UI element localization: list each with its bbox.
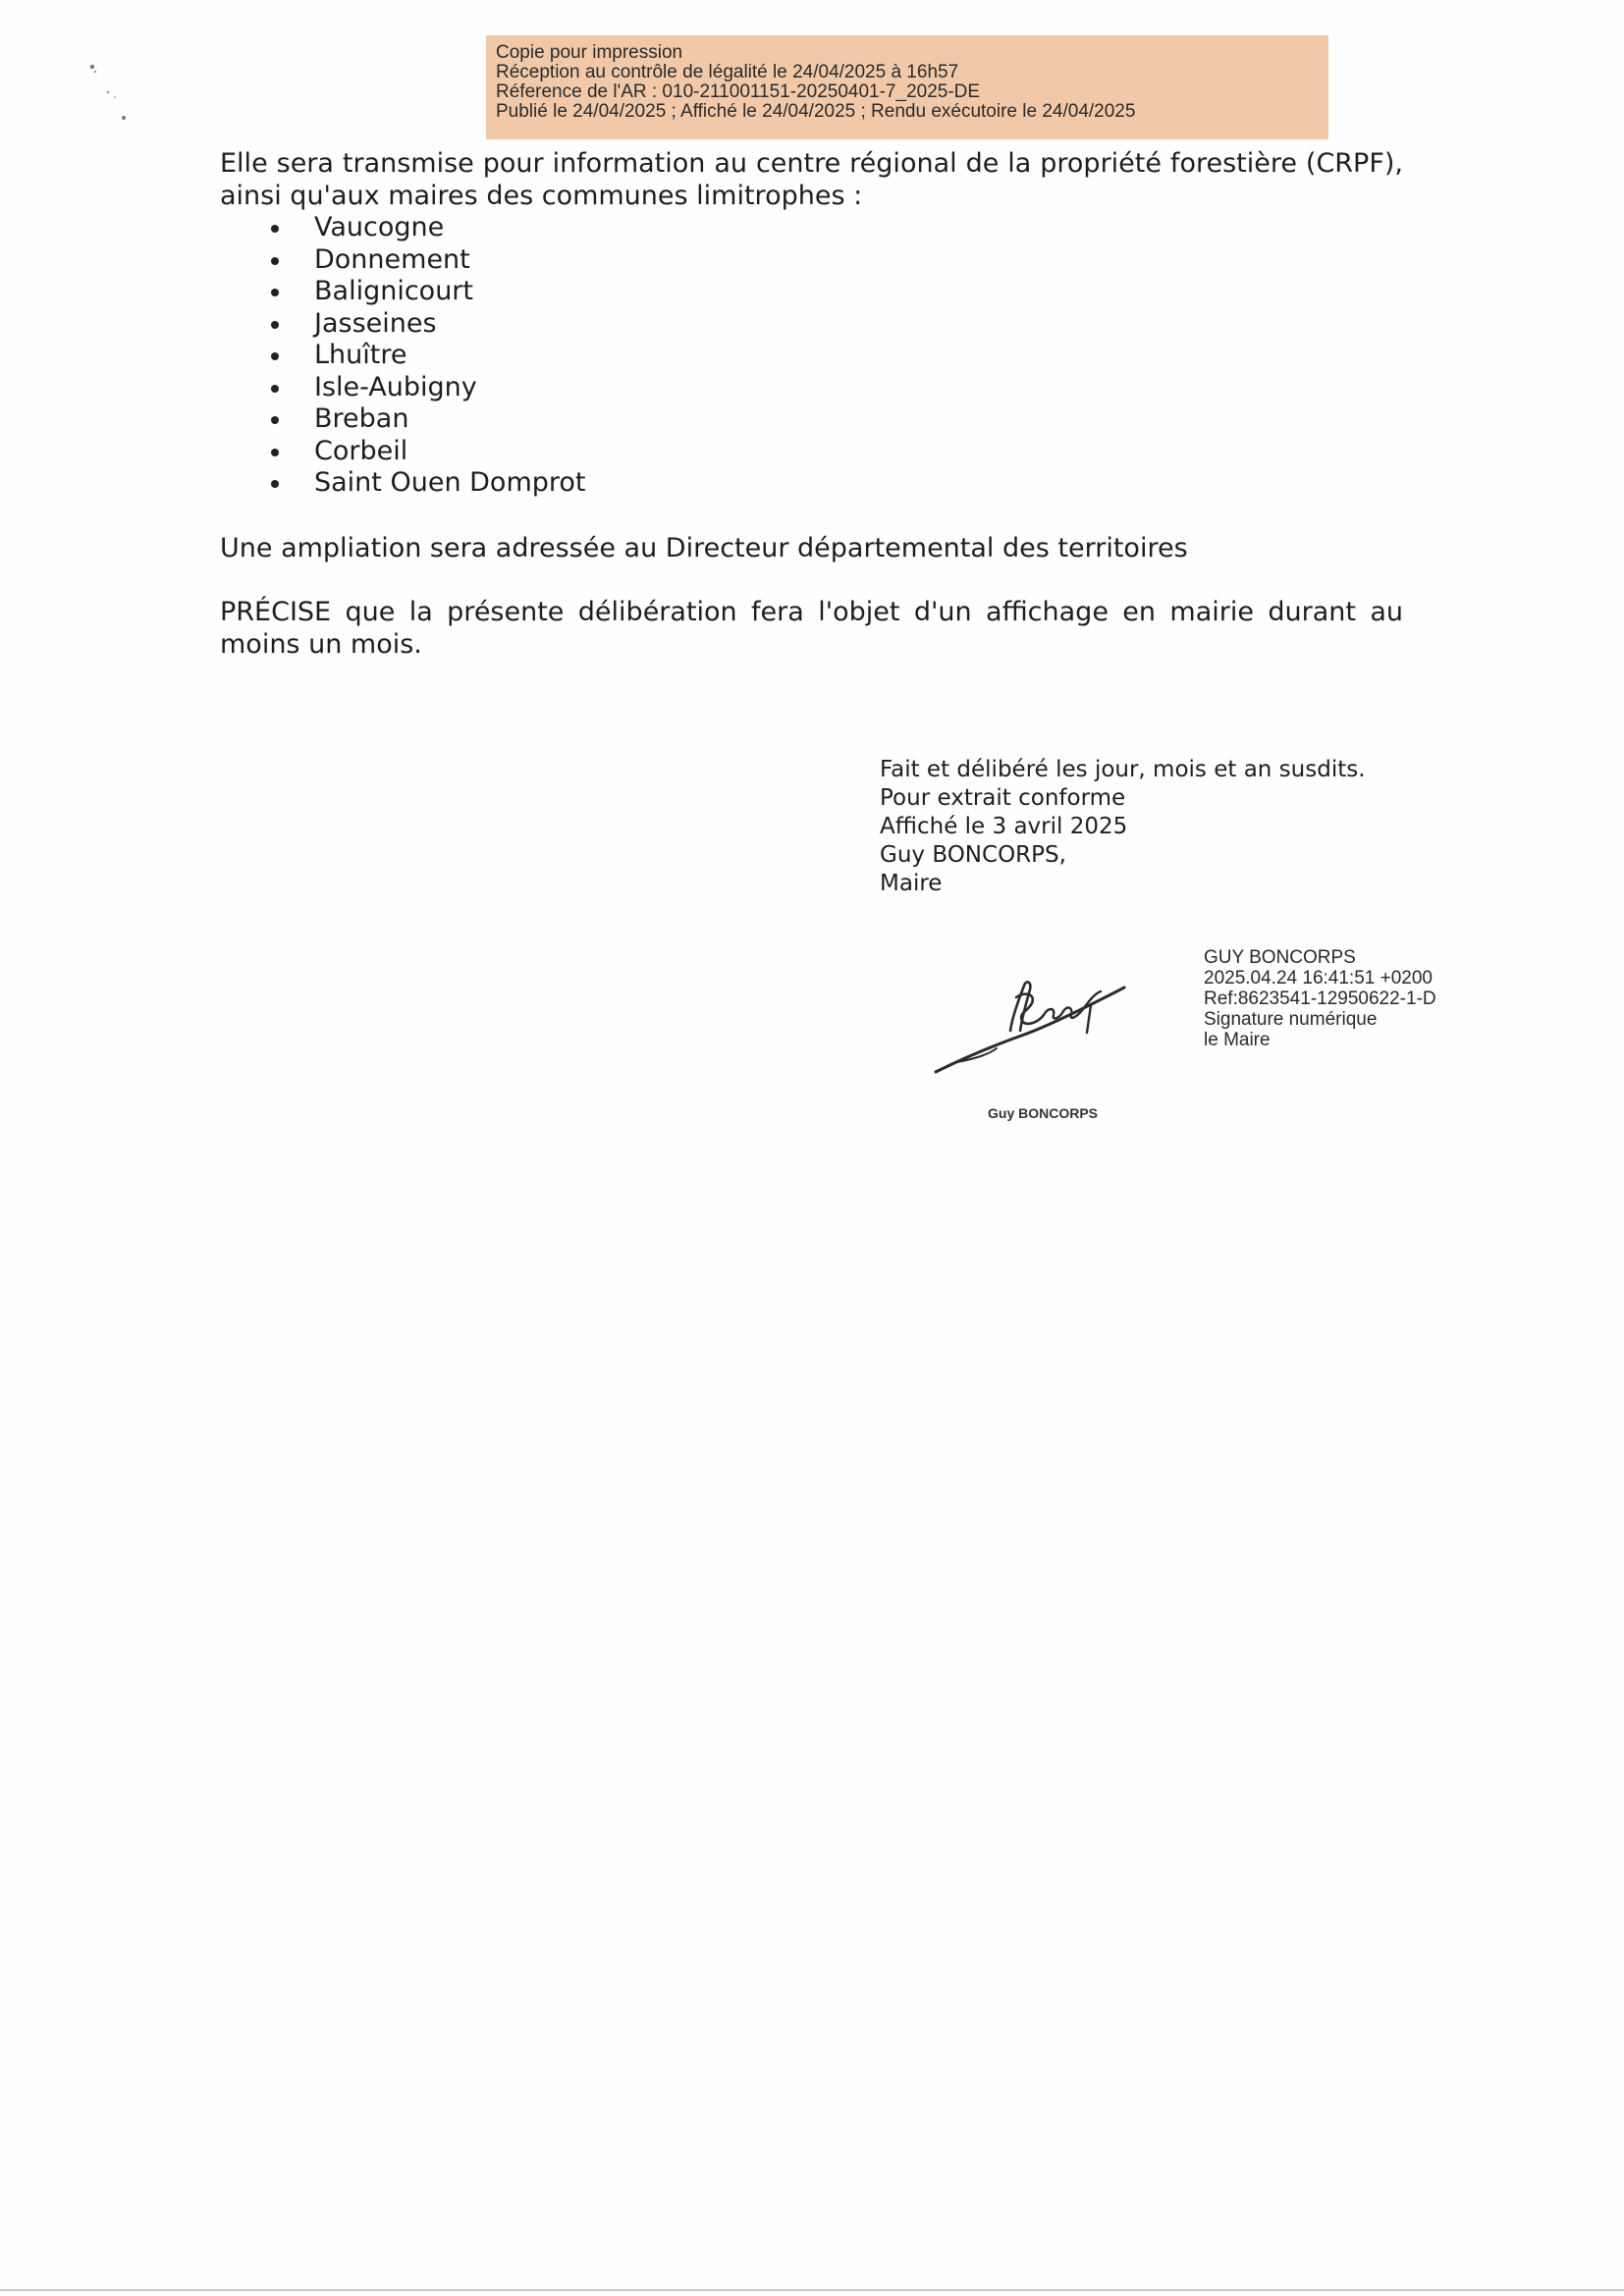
commune-list-item bbox=[269, 403, 1398, 436]
commune-list-item bbox=[269, 244, 1398, 277]
commune-name: Balignicourt bbox=[314, 276, 473, 306]
closing-block bbox=[880, 756, 1366, 898]
digital-signature-block bbox=[1204, 947, 1436, 1050]
signature-role: le Maire bbox=[1204, 1030, 1271, 1050]
signature-label: Signature numérique bbox=[1204, 1009, 1378, 1030]
bullet-icon bbox=[271, 480, 279, 488]
commune-name: Vaucogne bbox=[314, 212, 445, 242]
signature-datetime: 2025.04.24 16:41:51 +0200 bbox=[1204, 968, 1433, 988]
signature-caption: Guy BONCORPS bbox=[988, 1105, 1099, 1121]
signature-signer-name: GUY BONCORPS bbox=[1204, 947, 1356, 968]
commune-list-item bbox=[269, 436, 1398, 468]
closing-line-affiche: Affiché le 3 avril 2025 bbox=[880, 814, 1128, 839]
handwritten-signature bbox=[928, 972, 1134, 1080]
commune-list-item bbox=[269, 212, 1398, 244]
bullet-icon bbox=[271, 449, 279, 456]
bullet-icon bbox=[271, 289, 279, 296]
closing-line-fait: Fait et délibéré les jour, mois et an susdits. bbox=[880, 757, 1366, 782]
commune-name: Isle-Aubigny bbox=[314, 371, 477, 402]
bullet-icon bbox=[271, 416, 279, 424]
document-body bbox=[220, 147, 1403, 661]
commune-list-item bbox=[269, 372, 1398, 404]
commune-name: Lhuître bbox=[314, 340, 407, 370]
precise-paragraph: PRÉCISE que la présente délibération fera l'objet d'un affichage en mairie durant au moins un mois. bbox=[220, 596, 1403, 660]
bullet-icon bbox=[271, 352, 279, 360]
stamp-reception: Réception au contrôle de légalité le 24/04/2025 à 16h57 bbox=[496, 62, 959, 82]
legality-stamp bbox=[486, 35, 1328, 139]
stamp-title: Copie pour impression bbox=[496, 42, 683, 63]
page-bottom-edge bbox=[0, 2289, 1624, 2291]
bullet-icon bbox=[271, 257, 279, 265]
ampliation-paragraph: Une ampliation sera adressée au Directeur départemental des territoires bbox=[220, 532, 1188, 563]
commune-name: Donnement bbox=[314, 243, 470, 275]
commune-list-item bbox=[269, 467, 1398, 500]
communes-list bbox=[220, 212, 1398, 500]
commune-list-item bbox=[269, 308, 1398, 341]
bullet-icon bbox=[271, 321, 279, 329]
closing-line-role: Maire bbox=[880, 871, 943, 896]
intro-paragraph: Elle sera transmise pour information au centre régional de la propriété forestière (CRPF), ainsi qu'aux maires des communes limitrophes : bbox=[220, 148, 1403, 211]
bullet-icon bbox=[271, 225, 279, 233]
commune-list-item bbox=[269, 340, 1398, 372]
stamp-reference: Réference de l'AR : 010-211001151-20250401-7_2025-DE bbox=[496, 81, 981, 102]
commune-list-item bbox=[269, 276, 1398, 308]
bullet-icon bbox=[271, 385, 279, 393]
commune-name: Breban bbox=[314, 403, 409, 434]
closing-line-extrait: Pour extrait conforme bbox=[880, 785, 1126, 811]
signature-reference: Ref:8623541-12950622-1-D bbox=[1204, 988, 1436, 1009]
stamp-publication: Publié le 24/04/2025 ; Affiché le 24/04/2025 ; Rendu exécutoire le 24/04/2025 bbox=[496, 101, 1136, 122]
closing-line-name: Guy BONCORPS, bbox=[880, 842, 1066, 868]
commune-name: Jasseines bbox=[314, 307, 437, 339]
scan-specks bbox=[86, 61, 135, 130]
commune-name: Saint Ouen Domprot bbox=[314, 467, 586, 498]
commune-name: Corbeil bbox=[314, 435, 408, 466]
